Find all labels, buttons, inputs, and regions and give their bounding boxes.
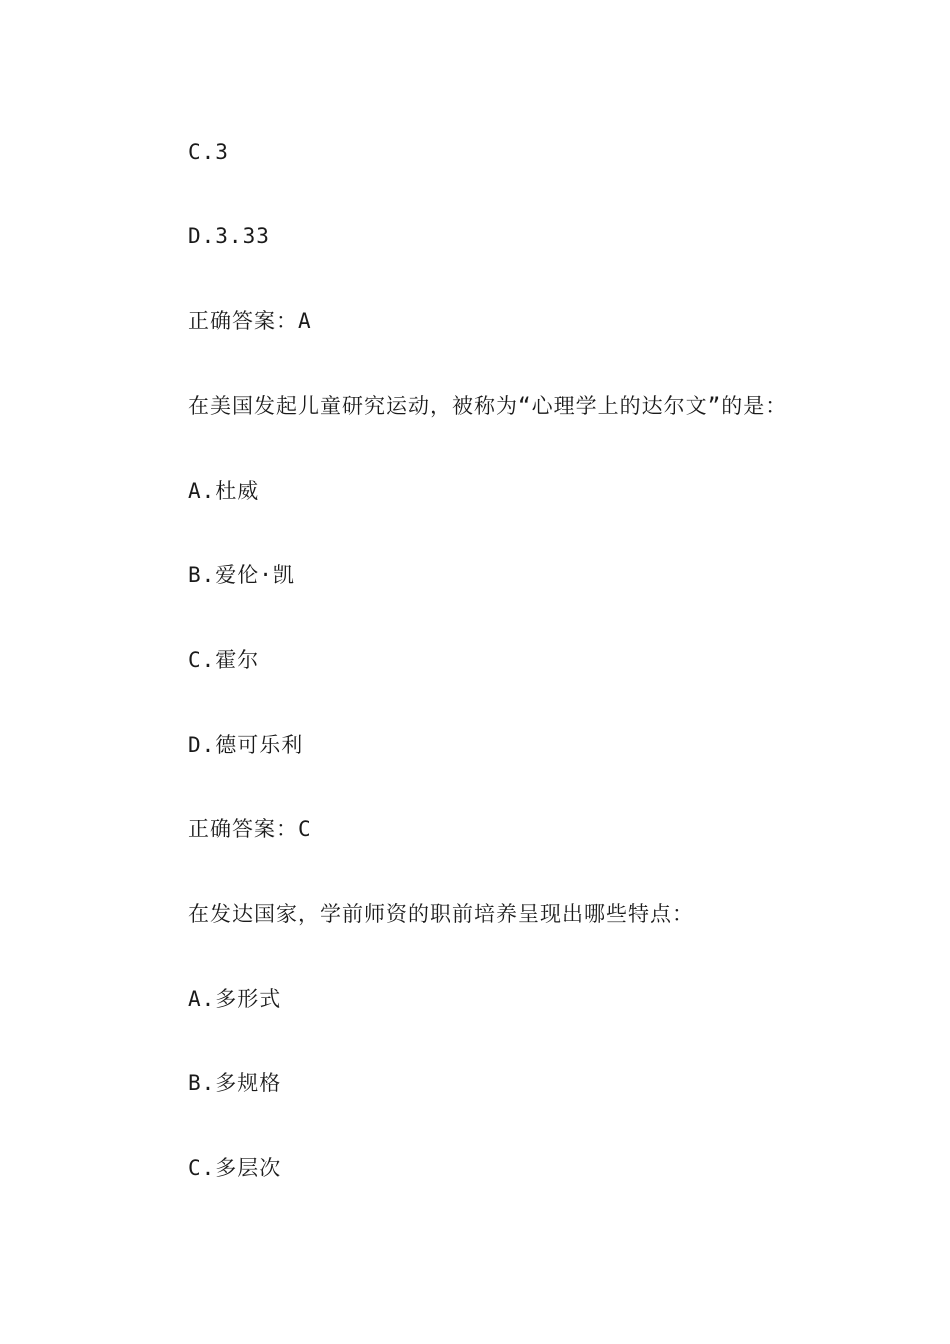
question-1: 在美国发起儿童研究运动，被称为“心理学上的达尔文”的是： (188, 394, 788, 418)
q1-option-c: C.霍尔 (188, 648, 260, 672)
option-c-prev: C.3 (188, 140, 229, 164)
q2-option-a: A.多形式 (188, 987, 282, 1011)
q1-option-d: D.德可乐利 (188, 733, 304, 757)
answer-prev: 正确答案：A (188, 309, 312, 333)
q1-answer: 正确答案：C (188, 817, 312, 841)
q2-option-c: C.多层次 (188, 1156, 282, 1180)
q2-option-b: B.多规格 (188, 1071, 282, 1095)
option-d-prev: D.3.33 (188, 224, 270, 248)
q1-option-b: B.爱伦·凯 (188, 563, 295, 587)
question-2: 在发达国家，学前师资的职前培养呈现出哪些特点： (188, 902, 694, 926)
q1-option-a: A.杜威 (188, 479, 260, 503)
